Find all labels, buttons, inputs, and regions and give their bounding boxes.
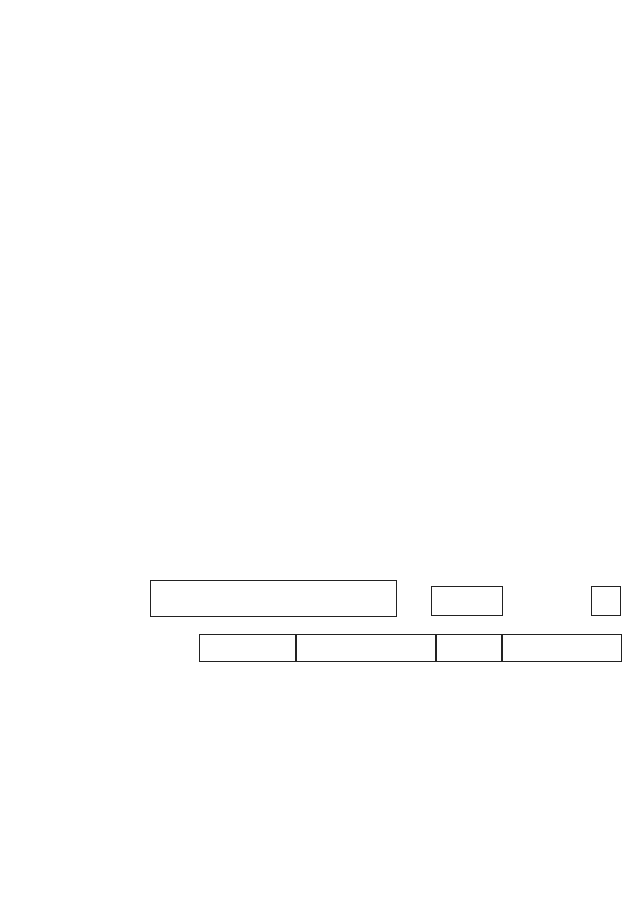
code-field [431,586,503,616]
code-original-cell [436,634,502,662]
borrowed-cell [296,634,436,662]
reg-number-cell [502,634,622,662]
original-cell [199,634,296,662]
function-name-field [150,580,397,617]
level-field [591,586,621,616]
